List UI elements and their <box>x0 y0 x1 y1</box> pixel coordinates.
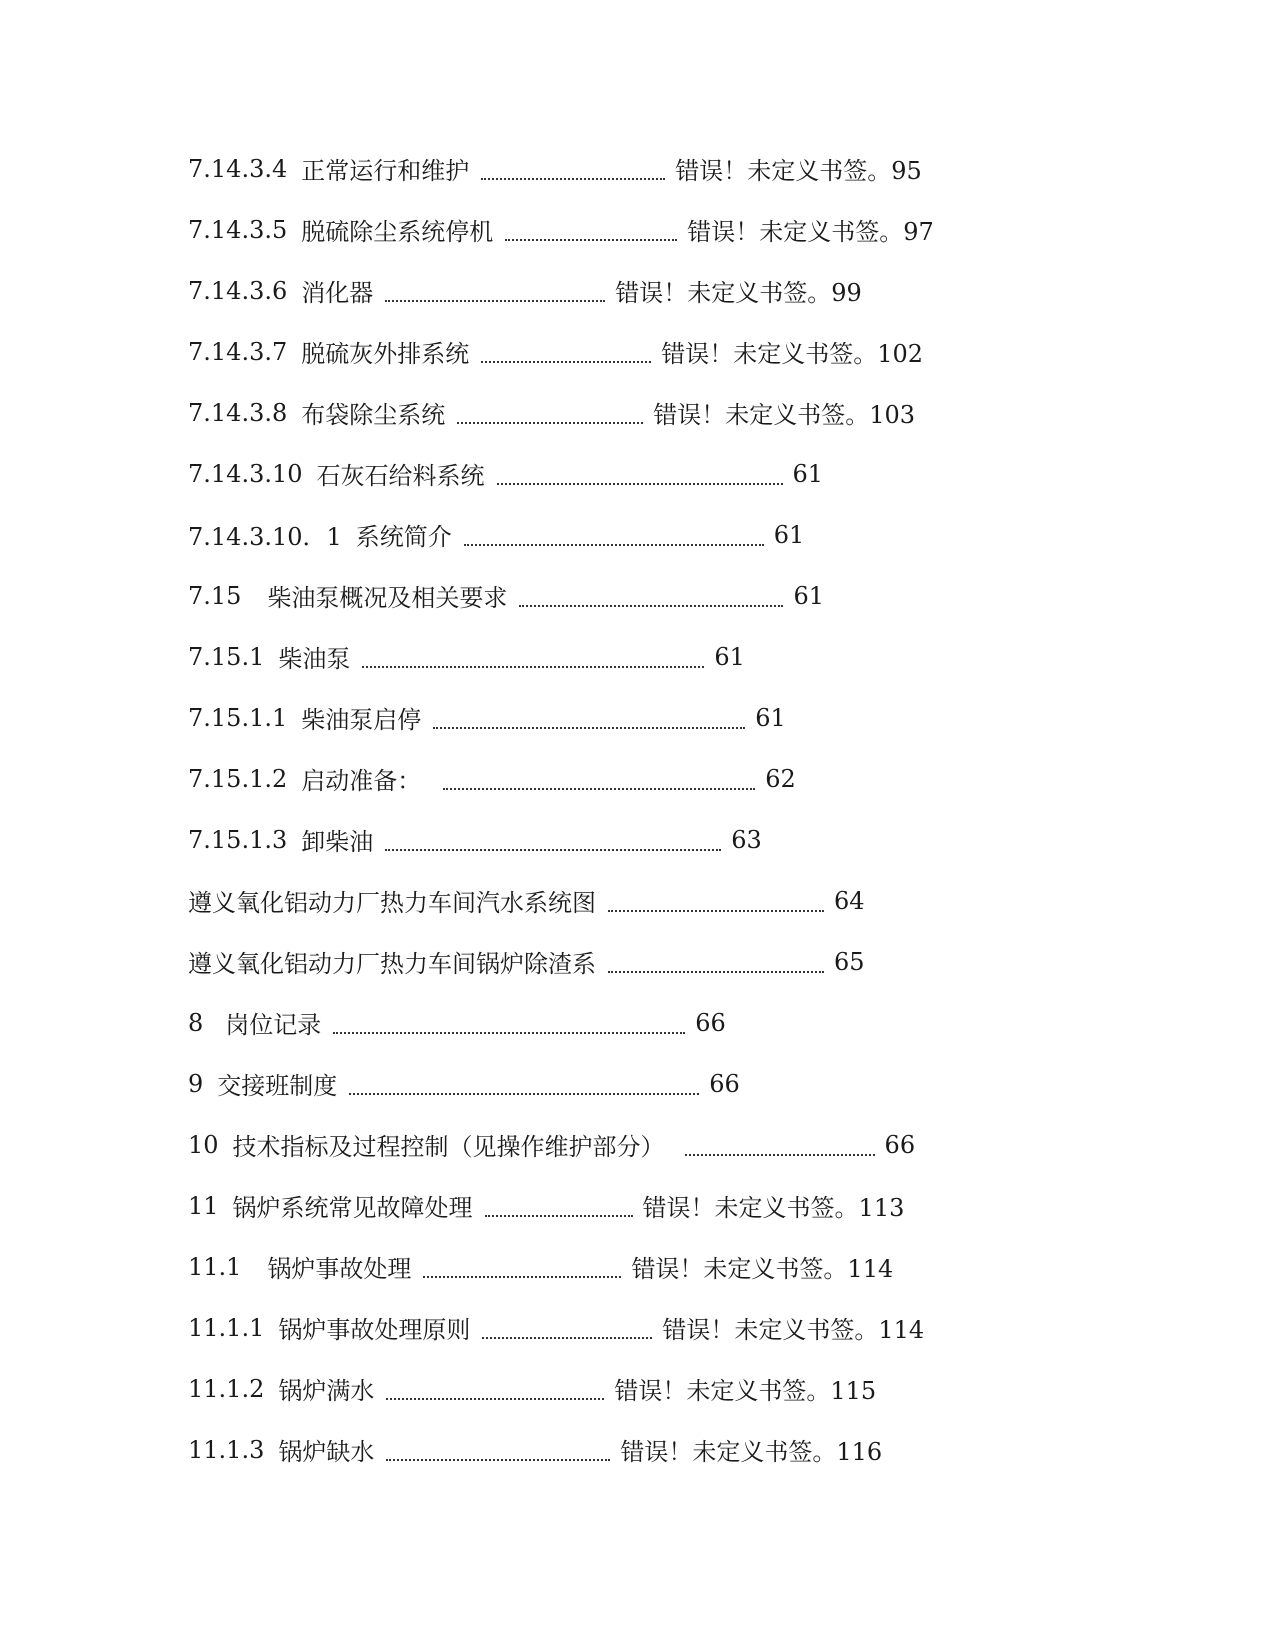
toc-title: 交接班制度 <box>217 1072 338 1100</box>
toc-page: 错误！未定义书签。97 <box>687 218 934 246</box>
toc-dot-leader <box>333 1018 685 1034</box>
toc-dot-leader <box>457 408 643 424</box>
toc-number: 7.14.3.10 <box>188 459 303 488</box>
toc-dot-leader <box>433 713 745 729</box>
toc-number: 8 <box>188 1008 204 1037</box>
toc-title: 岗位记录 <box>225 1011 322 1039</box>
toc-page: 错误！未定义书签。113 <box>642 1194 905 1222</box>
toc-dot-leader <box>423 1262 621 1278</box>
toc-title: 脱硫除尘系统停机 <box>301 218 494 246</box>
toc-title: 石灰石给料系统 <box>316 462 485 490</box>
toc-title: 锅炉缺水 <box>278 1438 375 1466</box>
toc-title: 卸柴油 <box>301 828 374 856</box>
toc-page: 63 <box>731 825 762 854</box>
toc-entry[interactable] <box>188 199 1188 260</box>
toc-dot-leader <box>481 347 651 363</box>
toc-page: 错误！未定义书签。95 <box>675 157 922 185</box>
toc-title: 锅炉事故处理原则 <box>278 1316 471 1344</box>
toc-number: 11 <box>188 1191 219 1220</box>
toc-entry[interactable] <box>188 1114 1188 1175</box>
toc-dot-leader <box>385 286 605 302</box>
toc-entry[interactable] <box>188 1419 1188 1480</box>
toc-title: 布袋除尘系统 <box>301 401 446 429</box>
toc-title: 锅炉满水 <box>278 1377 375 1405</box>
toc-dot-leader <box>349 1079 699 1095</box>
toc-dot-leader <box>497 469 783 485</box>
toc-dot-leader <box>505 225 677 241</box>
toc-page: 错误！未定义书签。99 <box>615 279 862 307</box>
toc-entry[interactable] <box>188 1297 1188 1358</box>
toc-title: 柴油泵概况及相关要求 <box>267 584 508 612</box>
toc-page: 61 <box>755 703 786 732</box>
table-of-contents <box>188 138 1188 1480</box>
toc-number: 9 <box>188 1069 204 1098</box>
toc-number: 7.14.3.7 <box>188 337 288 366</box>
toc-dot-leader <box>608 957 824 973</box>
toc-entry[interactable] <box>188 260 1188 321</box>
toc-entry[interactable] <box>188 992 1188 1053</box>
toc-page: 61 <box>793 581 824 610</box>
toc-entry[interactable] <box>188 382 1188 443</box>
toc-entry[interactable] <box>188 321 1188 382</box>
toc-page: 64 <box>834 886 865 915</box>
toc-number: 7.14.3.8 <box>188 398 288 427</box>
toc-dot-leader <box>685 1140 875 1156</box>
toc-page: 错误！未定义书签。115 <box>614 1377 877 1405</box>
toc-title: 系统简介 <box>355 523 452 551</box>
toc-entry[interactable] <box>188 931 1188 992</box>
toc-dot-leader <box>481 164 665 180</box>
toc-title: 柴油泵 <box>278 645 351 673</box>
toc-page: 61 <box>714 642 745 671</box>
toc-page: 错误！未定义书签。114 <box>631 1255 894 1283</box>
toc-dot-leader <box>443 774 755 790</box>
toc-title: 锅炉事故处理 <box>267 1255 412 1283</box>
toc-dot-leader <box>386 1384 604 1400</box>
toc-page: 错误！未定义书签。102 <box>661 340 924 368</box>
toc-page: 66 <box>709 1069 740 1098</box>
toc-title: 柴油泵启停 <box>301 706 422 734</box>
toc-number: 11.1 <box>188 1252 242 1281</box>
toc-number: 7.15.1 <box>188 642 265 671</box>
toc-number: 7.14.3.6 <box>188 276 288 305</box>
toc-title: 脱硫灰外排系统 <box>301 340 470 368</box>
toc-number: 10 <box>188 1130 219 1159</box>
toc-number: 7.15.1.3 <box>188 825 288 854</box>
toc-entry[interactable] <box>188 565 1188 626</box>
toc-number: 7.15.1.2 <box>188 764 288 793</box>
toc-dot-leader <box>608 896 824 912</box>
toc-dot-leader <box>362 652 704 668</box>
toc-entry[interactable] <box>188 626 1188 687</box>
toc-entry[interactable] <box>188 870 1188 931</box>
toc-number: 11.1.1 <box>188 1313 265 1342</box>
toc-page: 错误！未定义书签。114 <box>662 1316 925 1344</box>
toc-title: 正常运行和维护 <box>301 157 470 185</box>
toc-dot-leader <box>385 835 721 851</box>
toc-entry[interactable] <box>188 1236 1188 1297</box>
toc-entry[interactable] <box>188 1175 1188 1236</box>
toc-entry[interactable] <box>188 1358 1188 1419</box>
toc-entry[interactable] <box>188 687 1188 748</box>
toc-title: 遵义氧化铝动力厂热力车间汽水系统图 <box>188 889 596 917</box>
toc-number: 7.15 <box>188 581 242 610</box>
toc-title: 锅炉系统常见故障处理 <box>232 1194 473 1222</box>
toc-page: 61 <box>773 520 805 549</box>
toc-title: 启动准备： <box>301 767 422 795</box>
toc-entry[interactable] <box>188 504 1188 565</box>
toc-number: 7.14.3.4 <box>188 154 288 183</box>
toc-title: 遵义氧化铝动力厂热力车间锅炉除渣系 <box>188 950 596 978</box>
toc-entry[interactable] <box>188 443 1188 504</box>
toc-page: 66 <box>695 1008 726 1037</box>
toc-title: 消化器 <box>301 279 374 307</box>
toc-number: 7.15.1.1 <box>188 703 288 732</box>
toc-entry[interactable] <box>188 809 1188 870</box>
toc-entry[interactable] <box>188 138 1188 199</box>
toc-dot-leader <box>482 1323 652 1339</box>
toc-page: 62 <box>765 764 796 793</box>
toc-dot-leader <box>485 1201 633 1217</box>
toc-page: 66 <box>884 1130 916 1159</box>
toc-number: 11.1.3 <box>188 1435 265 1464</box>
toc-title: 技术指标及过程控制（见操作维护部分） <box>232 1133 665 1161</box>
toc-number: 11.1.2 <box>188 1374 265 1403</box>
toc-number: 7.14.3.10．1 <box>188 523 342 551</box>
toc-page: 错误！未定义书签。103 <box>653 401 916 429</box>
toc-page: 65 <box>834 947 865 976</box>
toc-page: 61 <box>792 459 824 488</box>
toc-page: 错误！未定义书签。116 <box>620 1438 883 1466</box>
toc-entry[interactable] <box>188 1053 1188 1114</box>
toc-dot-leader <box>464 530 764 546</box>
toc-entry[interactable] <box>188 748 1188 809</box>
toc-number: 7.14.3.5 <box>188 215 288 244</box>
toc-dot-leader <box>519 591 783 607</box>
toc-dot-leader <box>386 1445 610 1461</box>
